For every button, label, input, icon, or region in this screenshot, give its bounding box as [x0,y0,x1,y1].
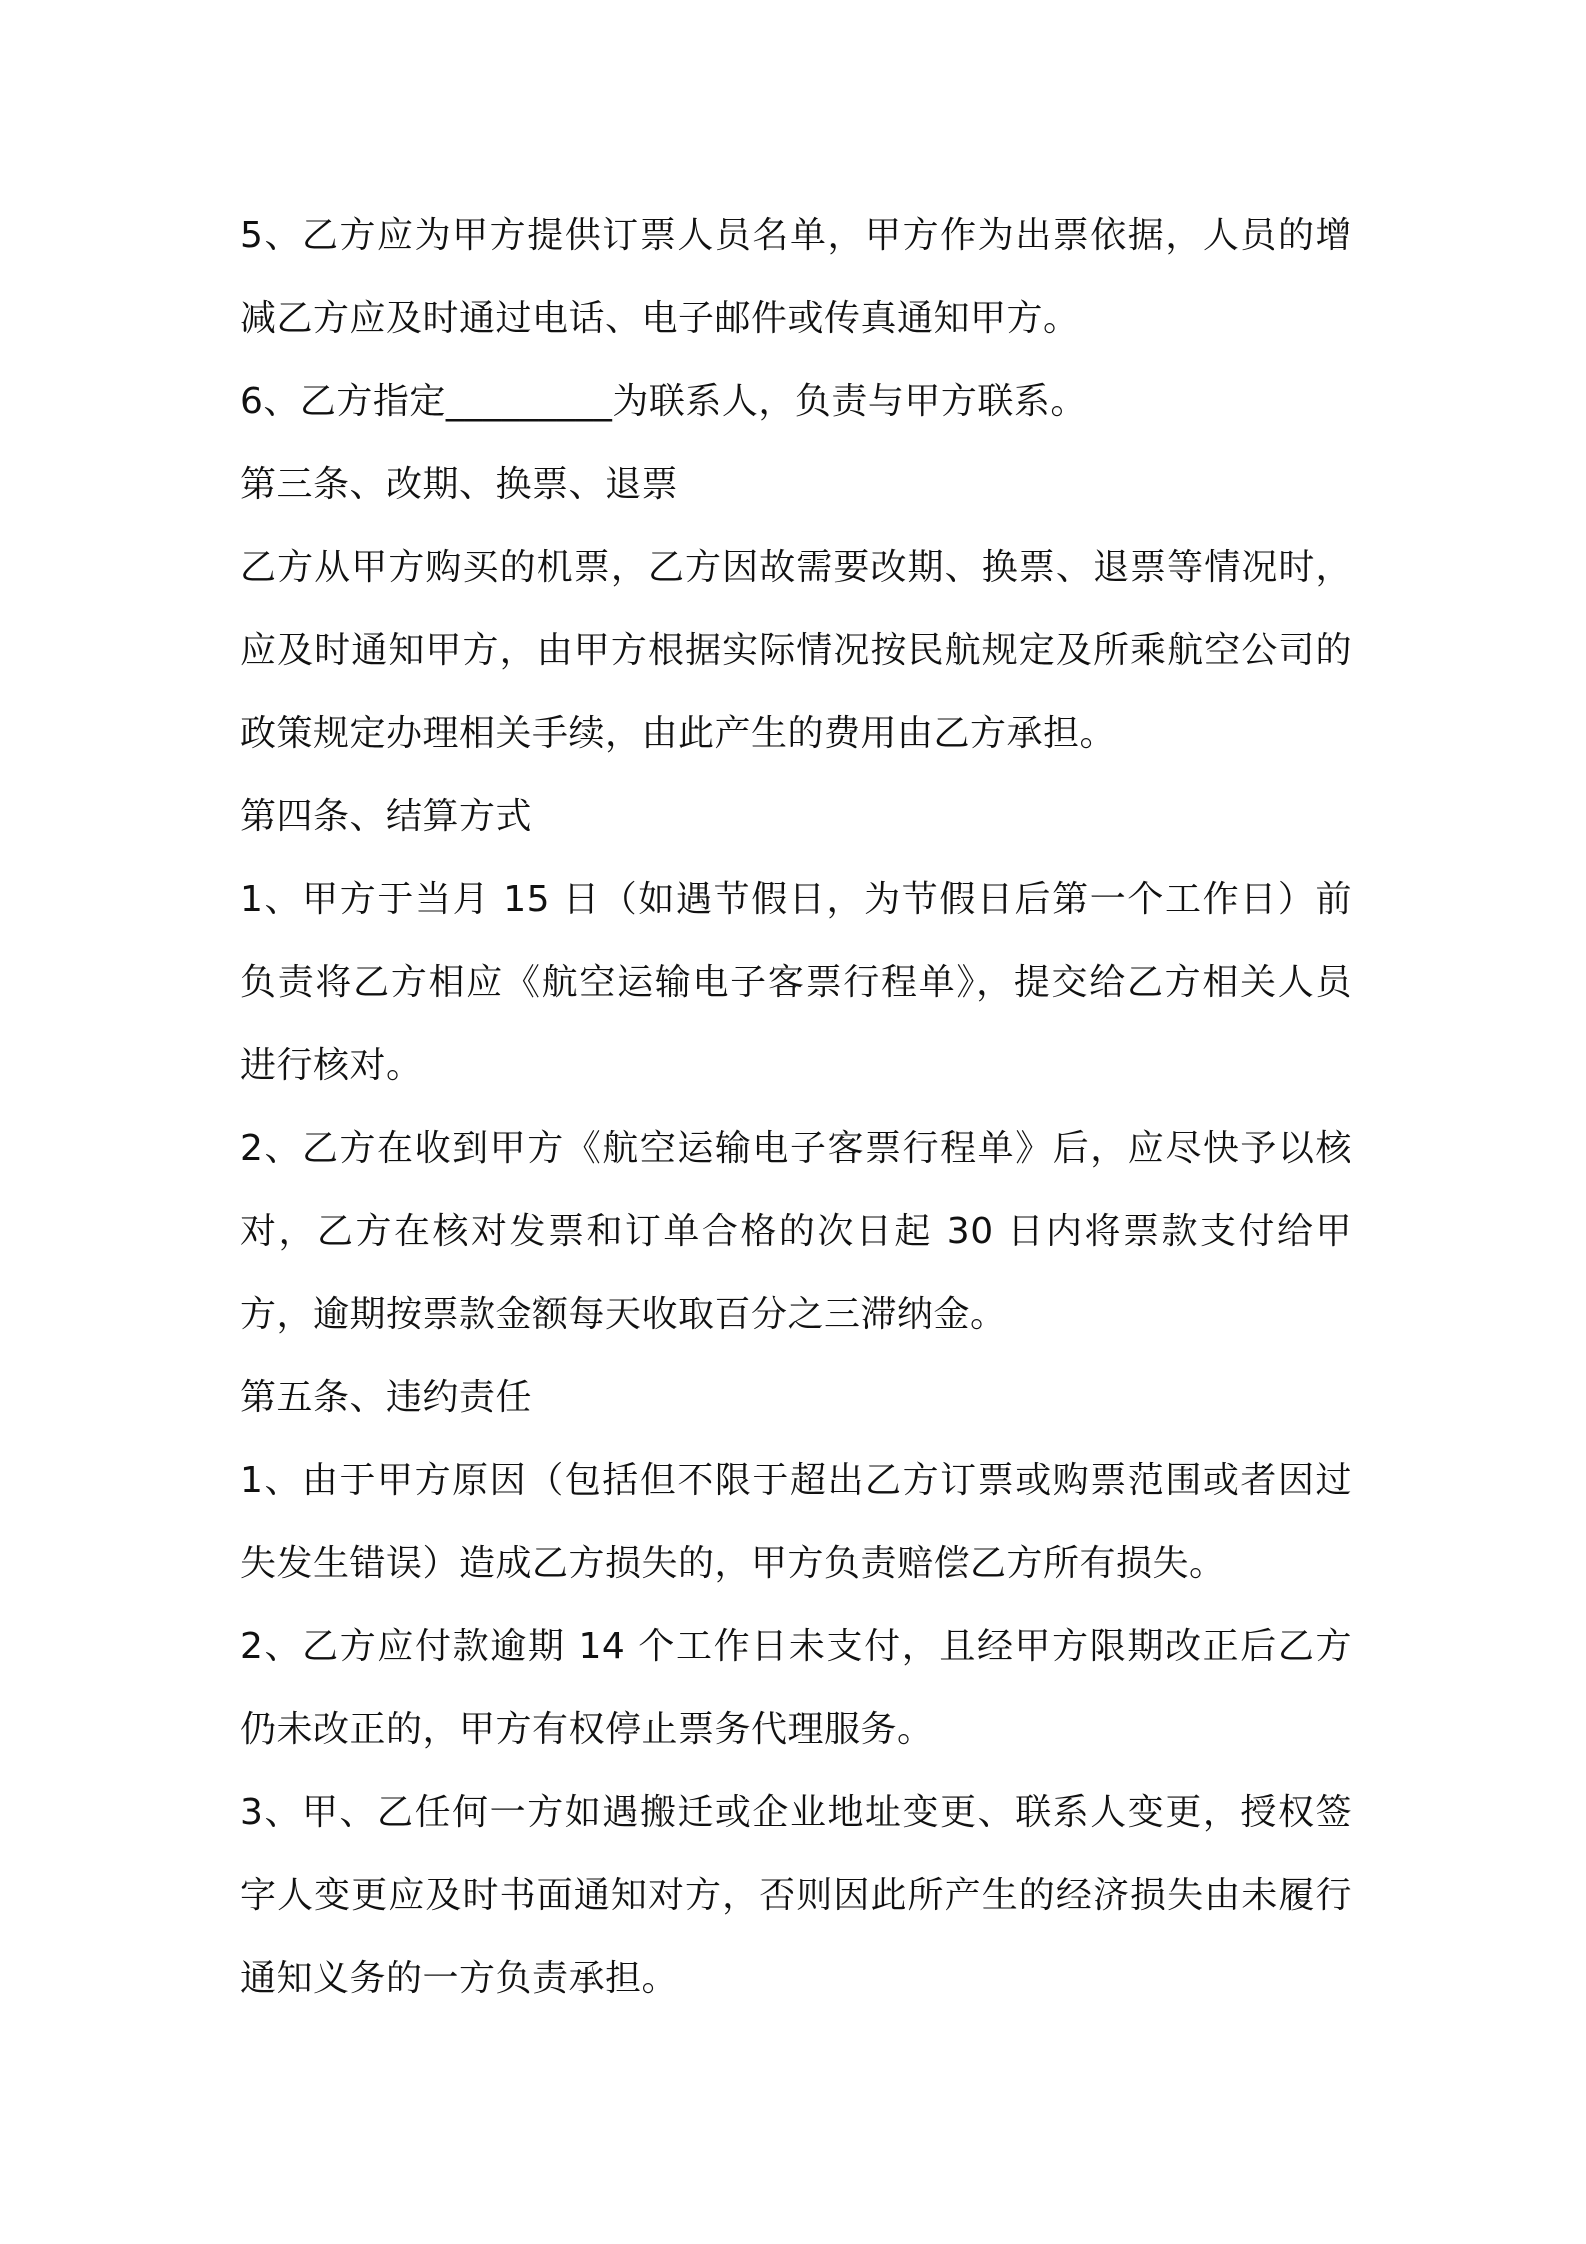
article-4-heading: 第四条、结算方式 [240,796,533,837]
article-5-item-2: 2、乙方应付款逾期 14 个工作日未支付，且经甲方限期改正后乙方仍未改正的，甲方有权停止票务代理服务。 [240,1626,1352,1750]
article-5-heading: 第五条、违约责任 [240,1377,533,1418]
document-body [240,194,1352,2020]
article-5-item-1: 1、由于甲方原因（包括但不限于超出乙方订票或购票范围或者因过失发生错误）造成乙方损失的，甲方负责赔偿乙方所有损失。 [240,1460,1352,1584]
clause-6-contact-person: 6、乙方指定_________为联系人，负责与甲方联系。 [240,381,1087,422]
article-3-heading: 第三条、改期、换票、退票 [240,464,679,505]
article-4-item-2: 2、乙方在收到甲方《航空运输电子客票行程单》后，应尽快予以核对，乙方在核对发票和订单合格的次日起 30 日内将票款支付给甲方，逾期按票款金额每天收取百分之三滞纳金。 [240,1128,1352,1335]
clause-5-booking-list: 5、乙方应为甲方提供订票人员名单，甲方作为出票依据，人员的增减乙方应及时通过电话、电子邮件或传真通知甲方。 [240,215,1352,339]
article-3-body: 乙方从甲方购买的机票，乙方因故需要改期、换票、退票等情况时，应及时通知甲方，由甲方根据实际情况按民航规定及所乘航空公司的政策规定办理相关手续，由此产生的费用由乙方承担。 [240,547,1352,754]
article-4-item-1: 1、甲方于当月 15 日（如遇节假日，为节假日后第一个工作日）前负责将乙方相应《航空运输电子客票行程单》，提交给乙方相关人员进行核对。 [240,879,1352,1086]
article-5-item-3: 3、甲、乙任何一方如遇搬迁或企业地址变更、联系人变更，授权签字人变更应及时书面通知对方，否则因此所产生的经济损失由未履行通知义务的一方负责承担。 [240,1792,1352,1999]
